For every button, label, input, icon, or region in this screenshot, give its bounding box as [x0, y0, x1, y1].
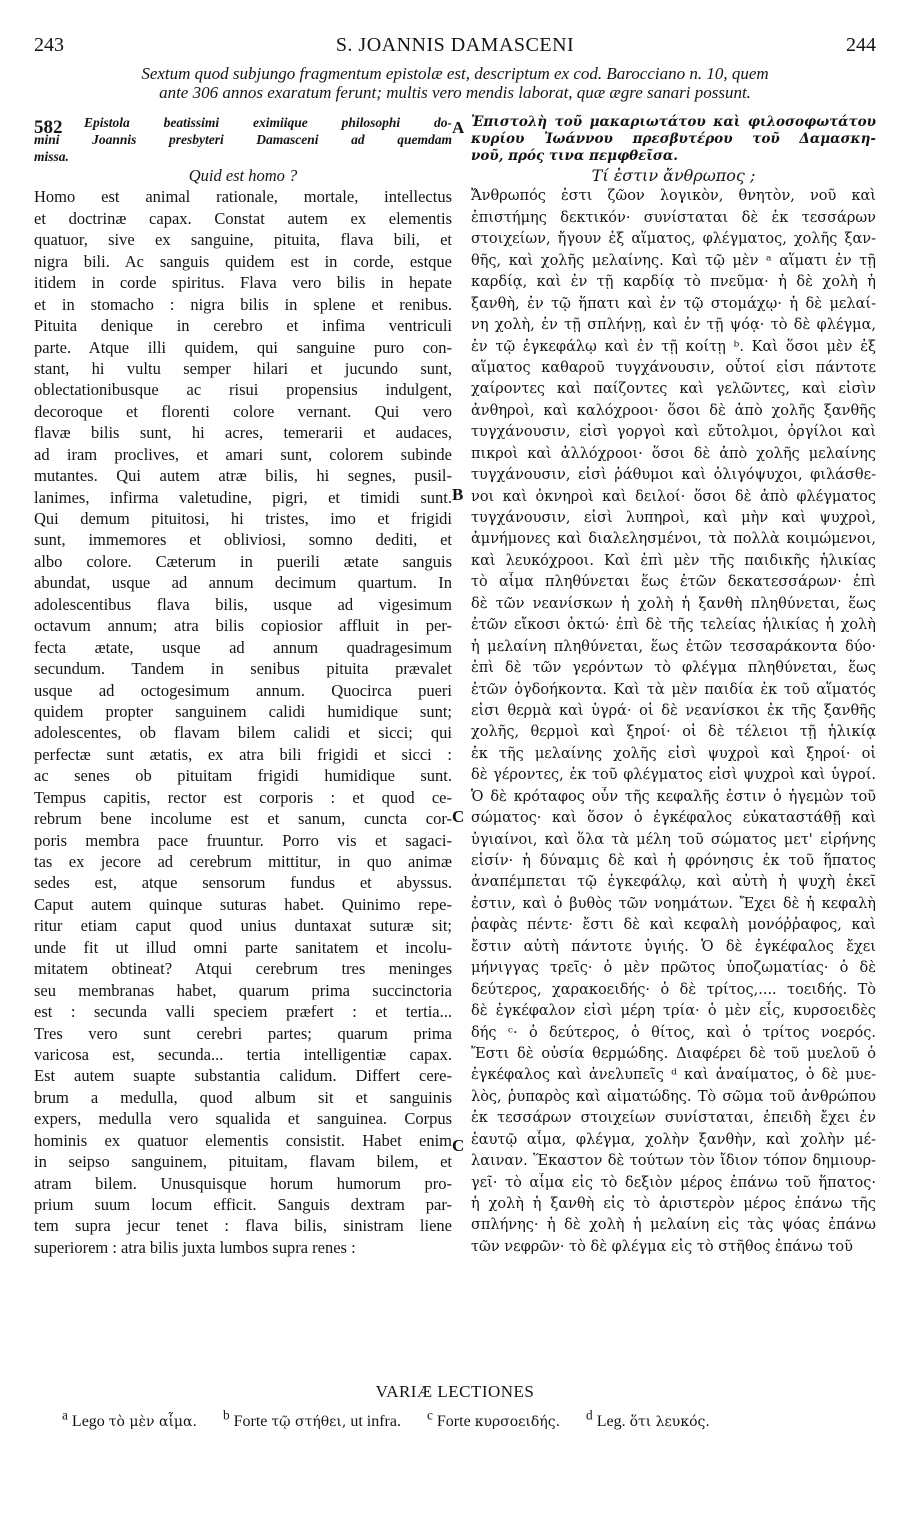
- text-line: itidem in corde spiritus. Flava vero bilis in hepate: [34, 273, 452, 293]
- text-line: δεύτερος, χαρακοειδής· ὁ δὲ τρίτος,.... τοειδής. Τὸ: [471, 981, 876, 998]
- text-line: Ὁ δὲ κρόταφος οὖν τῆς κεφαλῆς ἐστιν ὁ ἡγεμὼν τοῦ: [471, 788, 876, 805]
- text-line: ac senes ob pituitam frigidi humidique sunt.: [34, 766, 452, 786]
- text-line: ἀναπέμπεται τῷ ἐγκεφάλῳ, καὶ αὐτὴ ἡ ψυχὴ ἐκεῖ: [471, 874, 876, 891]
- text-line: νοι καὶ ὀκνηροὶ καὶ δειλοί· ὅσοι δὲ ἀπὸ φλέγματος: [471, 488, 876, 505]
- text-line: αἵματος καθαροῦ τυγχάνουσιν, οὗτοί εἰσι πάντοτε: [471, 359, 876, 376]
- text-line: Qui demum pituitosi, hi tristes, imo et frigidi: [34, 509, 452, 528]
- text-line: in seipso sanguinem, pituitam, flavam bilem, et: [34, 1152, 452, 1172]
- text-line: sunt, immemores et obliviosi, somno dediti, et: [34, 530, 452, 550]
- text-line: Pituita denique in cerebro et infima ventriculi: [34, 316, 452, 336]
- text-line: ὑγιαίνοι, καὶ ὅλα τὰ μέλη τοῦ σώματος μετ' εἰρήνης: [471, 831, 876, 848]
- text-line: τυγχάνουσιν, εἰσὶ γοργοὶ καὶ εὔτολμοι, ὀργίλοι καὶ: [471, 424, 876, 441]
- greek-column: [471, 114, 876, 1258]
- page-number-left: 243: [34, 34, 64, 56]
- text-line: Caput autem quinque suturas habet. Quinimo repe-: [34, 894, 452, 914]
- text-line: ἐτῶν εἴκοσι ὀκτώ· ἐπὶ δὲ τῆς τελείας ἡλικίας ἡ χολὴ: [471, 617, 876, 634]
- epistle-title-line: Epistola beatissimi eximiique philosophi do-: [84, 115, 452, 130]
- note-text: Forte: [233, 1413, 268, 1431]
- note-marker: c: [426, 1408, 433, 1423]
- text-line: stant, hi vultu semper hilari et jucundo sunt,: [34, 358, 452, 378]
- text-line: γεῖ· τὸ αἷμα εἰς τὸ δεξιὸν μέρος ἐπάνω τοῦ ἥπατος·: [471, 1174, 876, 1191]
- section-marker-a: A: [452, 118, 465, 137]
- variant-note: [222, 1408, 401, 1431]
- text-line: ἐπὶ δὲ τῶν γερόντων τὸ φλέγμα πληθύνεται, ἕως: [471, 660, 876, 677]
- text-line: Ἄνθρωπός ἐστι ζῶον λογικὸν, θνητὸν, νοῦ καὶ: [471, 188, 876, 205]
- note-greek: τῷ στήθει,: [271, 1414, 347, 1431]
- epistle-title-line: missa.: [34, 149, 69, 164]
- note-text: Lego: [71, 1413, 105, 1431]
- note-greek: κυρσοειδής.: [474, 1414, 561, 1431]
- text-line: χολῆς, θερμοὶ καὶ ξηροί· οἱ δὲ τέλειοι τῇ ἡλικίᾳ: [471, 724, 876, 741]
- text-line: στοιχείων, ἤγουν ἐξ αἵματος, φλέγματος, χολῆς ξαν-: [471, 231, 876, 248]
- text-line: ῥαφὰς πέντε· ἔστι δὲ καὶ κεφαλὴ μονόῤῥαφος, καὶ: [471, 917, 876, 934]
- text-line: mitatem obtineat? Atqui cerebrum tres meninges: [34, 959, 452, 979]
- text-line: abundat, usque ad annum decimum quartum. In: [34, 573, 452, 593]
- text-line: rebrum bene incolume est et sanum, cuncta cor-: [34, 809, 452, 829]
- text-line: ἐπιστήμης δεκτικόν· συνίσταται δὲ ἐκ τεσσάρων: [471, 209, 876, 226]
- text-line: tem supra jecur tenet : flava bilis, sinistram liene: [34, 1216, 452, 1236]
- text-line: ἡ χολὴ ἡ ξανθὴ εἰς τὸ ἀριστερὸν μέρος ἐπάνω τῆς: [471, 1196, 876, 1212]
- text-line: τυγχάνουσιν, εἰσὶ λυπηροὶ, καὶ μὴν καὶ ψυχροὶ,: [471, 510, 876, 526]
- section-question: Τί ἐστιν ἄνθρωπος ;: [591, 166, 756, 185]
- text-line: adolescentibus flava bilis, usque ad vigesimum: [34, 594, 452, 614]
- text-line: perfectæ sunt ætatis, ex atra bili frigidi et sicci :: [34, 744, 452, 764]
- text-line: δὲ γέροντες, ἐκ τοῦ φλέγματος εἰσὶ ψυχροὶ καὶ ὑγροί.: [471, 767, 876, 784]
- text-line: ἐγκέφαλος καὶ ἀνελυπεῖς ᵈ καὶ ἀναίματος, ὁ δὲ μυε-: [471, 1067, 876, 1084]
- text-line: varicosa est, secunda... tertia intelligentiæ capax.: [34, 1044, 452, 1064]
- text-line: flavæ bilis sunt, hi acres, temerarii et audaces,: [34, 423, 452, 443]
- text-line: ἐτῶν ὀγδοήκοντα. Καὶ τὰ μὲν παιδία ἐκ τοῦ αἵματός: [471, 681, 876, 698]
- section-marker-c: C: [452, 807, 465, 826]
- latin-column: [34, 114, 452, 1258]
- text-line: sedes est, atque sensorum fundus et abyssus.: [34, 873, 452, 893]
- text-line: εἰσι θερμὰ καὶ ὑγρά· οἱ δὲ νεανίσκοι ἐκ τῆς ξανθῆς: [471, 702, 876, 719]
- text-line: ἑαυτῷ αἷμα, φλέγμα, χολὴν ξανθὴν, καὶ χολὴν μέ-: [471, 1131, 876, 1148]
- text-line: parte. Atque illi quidem, qui sanguine puro con-: [34, 337, 452, 357]
- text-line: oblectationibusque ac risui propensius indulgent,: [34, 380, 452, 400]
- intro-line: ante 306 annos exaratum ferunt; multis vero mendis laborat, quæ ægre sanari possunt.: [159, 83, 751, 102]
- text-line: ἐκ τεσσάρων στοιχείων συνίσταται, ἐπειδὴ ἔχει ἐν: [471, 1110, 876, 1127]
- text-line: ἡ μελαίνη πληθύνεται, ἕως ἐτῶν τεσσαράκοντα δύο·: [471, 638, 876, 655]
- epistle-title-line: κυρίου Ἰωάννου πρεσβυτέρου τοῦ Δαμασκη-: [471, 131, 876, 147]
- note-greek: ὅτι λευκός.: [629, 1414, 710, 1431]
- text-line: δὲ ἐγκέφαλον εἰσὶ μέρη τρία· ὁ μὲν εἷς, κυρσοειδὲς: [471, 1003, 876, 1020]
- text-line: ἐν τῷ ἐγκεφάλῳ καὶ ἐν τῇ κοίτῃ ᵇ. Καὶ ὅσοι μὲν ἐξ: [471, 338, 876, 355]
- text-line: σπλήνης· ἡ δὲ χολὴ ἡ μελαίνη εἰς τὰς ψόας ἐπάνω: [471, 1217, 876, 1234]
- text-line: καρδίᾳ, καὶ ἐν τῇ καρδίᾳ τὸ πνεῦμα· ἡ δὲ χολὴ ἡ: [471, 274, 876, 291]
- text-line: τὸ αἷμα πληθύνεται ἕως ἐτῶν δεκατεσσάρων· ἐπὶ: [471, 574, 876, 591]
- text-line: seu membranas habet, quarum prima succinctoria: [34, 980, 452, 1000]
- text-line: unde fit ut illud omni parte sanitatem et incolu-: [34, 937, 452, 957]
- text-line: νη χολὴ, ἐν τῇ σπλήνῃ, καὶ ἐν τῇ ψόᾳ· τὸ δὲ φλέγμα,: [471, 317, 876, 334]
- variant-note: [426, 1408, 561, 1431]
- text-line: Tres vero sunt cerebri partes; quarum prima: [34, 1023, 452, 1043]
- section-marker-c: C: [452, 1136, 465, 1155]
- variae-lectiones-notes: [62, 1408, 870, 1431]
- note-after: ut infra.: [350, 1413, 401, 1431]
- text-line: μήνιγγας τρεῖς· ὁ μὲν πρῶτος ὑποζωματίας· ὁ δὲ: [471, 960, 876, 977]
- text-line: ἔστιν αὐτὴ πάντοτε ὑγιής. Ὁ δὲ ἐγκέφαλος ἔχει: [471, 938, 876, 955]
- text-line: poris membra pace fruuntur. Porro vis et sagaci-: [34, 830, 452, 850]
- text-line: λὸς, ῥυπαρὸς καὶ αἱματώδης. Τὸ σῶμα τοῦ ἀνθρώπου: [471, 1088, 876, 1105]
- variae-lectiones-heading: VARIÆ LECTIONES: [375, 1382, 535, 1401]
- text-line: lanimes, infirma valetudine, pigri, et timidi sunt.: [34, 487, 452, 507]
- section-question: Quid est homo ?: [188, 166, 298, 185]
- section-marker-b: B: [452, 485, 464, 504]
- text-line: albo colore. Cæterum in puerili ætate sanguis: [34, 551, 452, 571]
- text-line: ritur etiam caput quod unius duntaxat suturæ sit;: [34, 916, 452, 936]
- text-line: brum a medulla, quod album sit et sanguinis: [34, 1087, 452, 1107]
- text-line: πικροὶ καὶ ἀλλόχροοι· ὅσοι δὲ ἀπὸ χολῆς μελαίνης: [471, 445, 876, 462]
- note-text: Leg.: [596, 1413, 626, 1431]
- text-line: mutantes. Qui autem atræ bilis, hi segnes, pusil-: [34, 466, 452, 486]
- text-line: atram bilem. Unusquisque horum humorum pro-: [34, 1173, 452, 1193]
- text-line: τυγχάνουσιν, εἰσὶ ῥάθυμοι καὶ ὀλιγόψυχοι, φιλάσθε-: [471, 467, 876, 484]
- text-line: τῶν νεφρῶν· τὸ δὲ φλέγμα εἰς τὸ στῆθος ἐπάνω τοῦ: [471, 1238, 853, 1255]
- text-line: ἐκ τῆς μελαίνης χολῆς εἰσὶ ψυχροὶ καὶ ξηροί· οἱ: [471, 745, 876, 762]
- text-line: hominis ex quatuor elementis consistit. Habet enim: [34, 1130, 452, 1150]
- text-line: δής ᶜ· ὁ δεύτερος, ὁ θίτος, καὶ ὁ τρίτος νοερός.: [471, 1024, 876, 1041]
- epistle-title-line: mini Joannis presbyteri Damasceni ad quemdam: [34, 132, 452, 147]
- text-line: Homo est animal rationale, mortale, intellectus: [34, 187, 452, 207]
- text-line: ἐστιν, καὶ ὁ βυθὸς τῶν νοημάτων. Ἔχει δὲ ἡ κεφαλὴ: [471, 895, 876, 912]
- text-line: octavum annum; atra bilis copiosior affluit in per-: [34, 616, 452, 636]
- text-line: χαίροντες καὶ παίζοντες καὶ γελῶντες, καὶ εἰσὶν: [471, 381, 876, 398]
- text-line: θῆς, καὶ χολῆς μελαίνης. Καὶ τῷ μὲν ᵃ αἵματι ἐν τῇ: [471, 252, 876, 269]
- column-number: 582: [34, 117, 63, 138]
- text-line: quatuor, sive ex sanguine, pituita, flava bili, et: [34, 230, 452, 250]
- text-line: fecta ætate, usque ad annum quadragesimum: [34, 637, 452, 657]
- text-line: tas ex jecore ad cerebrum mittitur, in quo animæ: [34, 852, 452, 871]
- text-line: nigra bili. Ac sanguis quidem est in corde, estque: [34, 251, 452, 271]
- note-text: Forte: [436, 1413, 471, 1431]
- note-marker: d: [586, 1408, 593, 1423]
- text-line: ad iram proclives, et amari sunt, colorem subinde: [34, 444, 452, 464]
- text-line: Est autem suapte substantia calidum. Differt cere-: [34, 1066, 452, 1086]
- text-line: δὲ τῶν νεανίσκων ἡ χολὴ ἡ ξανθὴ πληθύνεται, ἕως: [471, 595, 876, 612]
- text-line: καὶ λευκόχροοι. Καὶ ἐπὶ μὲν τῆς παιδικῆς ἡλικίας: [471, 552, 876, 569]
- page-header: [34, 34, 876, 60]
- text-line: ξανθὴ, ἐν τῷ ἥπατι καὶ ἐν τῷ στομάχῳ· ἡ δὲ μελαί-: [471, 295, 876, 312]
- note-greek: τὸ μὲν αἷμα.: [108, 1414, 197, 1431]
- text-line: expers, medulla vero squalida et sanguinea. Corpus: [34, 1109, 452, 1129]
- text-line: et doctrinæ capax. Constat autem ex elementis: [34, 208, 452, 228]
- text-line: secundum. Tandem in senibus pituita prævalet: [34, 659, 452, 679]
- epistle-title-line: νοῦ, πρός τινα πεμφθεῖσα.: [471, 148, 678, 164]
- text-line: et in stomacho : nigra bilis in splene et renibus.: [34, 294, 452, 314]
- note-marker: b: [222, 1408, 230, 1423]
- intro-line: Sextum quod subjungo fragmentum epistolæ est, descriptum ex cod. Barocciano n. 10, quem: [141, 64, 769, 83]
- text-line: adolescentes, ob flavam bilem calidi et sicci; qui: [34, 723, 452, 743]
- text-line: prium suum locum efficit. Sanguis dextram par-: [34, 1195, 452, 1214]
- text-line: εἰσίν· ἡ δύναμις δὲ καὶ ἡ φρόνησις ἐκ τοῦ ἥπατος: [471, 853, 876, 869]
- text-line: σώματος· καὶ ὅσον ὁ ἐγκέφαλος εὐκαταστάθῇ καὶ: [471, 810, 876, 827]
- variant-note: [62, 1408, 197, 1431]
- text-line: usque ad octogesimum annum. Quocirca pueri: [34, 680, 452, 700]
- text-line: ἀνθηροὶ, καὶ καλόχροοι· ὅσοι δὲ ἀπὸ χολῆς ξανθῆς: [471, 402, 876, 419]
- text-line: Ἔστι δὲ οὐσία θερμώδης. Διαφέρει δὲ τοῦ μυελοῦ ὁ: [471, 1045, 876, 1062]
- text-line: λαιναν. Ἕκαστον δὲ τούτων τὸν ἴδιον τόπον δημιουρ-: [471, 1153, 876, 1170]
- text-line: decoroque et florenti colore vernant. Qui vero: [34, 401, 452, 421]
- text-line: ἀμνήμονες καὶ διαλελησμένοι, τὰ πολλὰ κοιμώμενοι,: [471, 531, 876, 548]
- text-line: Tempus capitis, rector est corporis : et quod ce-: [34, 787, 452, 807]
- note-marker: a: [62, 1408, 68, 1423]
- running-title: S. JOANNIS DAMASCENI: [335, 34, 575, 56]
- text-line: quidem propter sanguinem calidi humidique sunt;: [34, 701, 452, 721]
- page-number-right: 244: [846, 34, 876, 56]
- variant-note: [586, 1408, 710, 1431]
- text-line: est : secunda valli speciem præfert : et tertia...: [34, 1002, 452, 1022]
- text-line: superiorem : atra bilis juxta lumbos supra renes :: [34, 1237, 356, 1257]
- epistle-title-line: Ἐπιστολὴ τοῦ μακαριωτάτου καὶ φιλοσοφωτάτου: [471, 114, 876, 130]
- intro-note: [34, 64, 876, 102]
